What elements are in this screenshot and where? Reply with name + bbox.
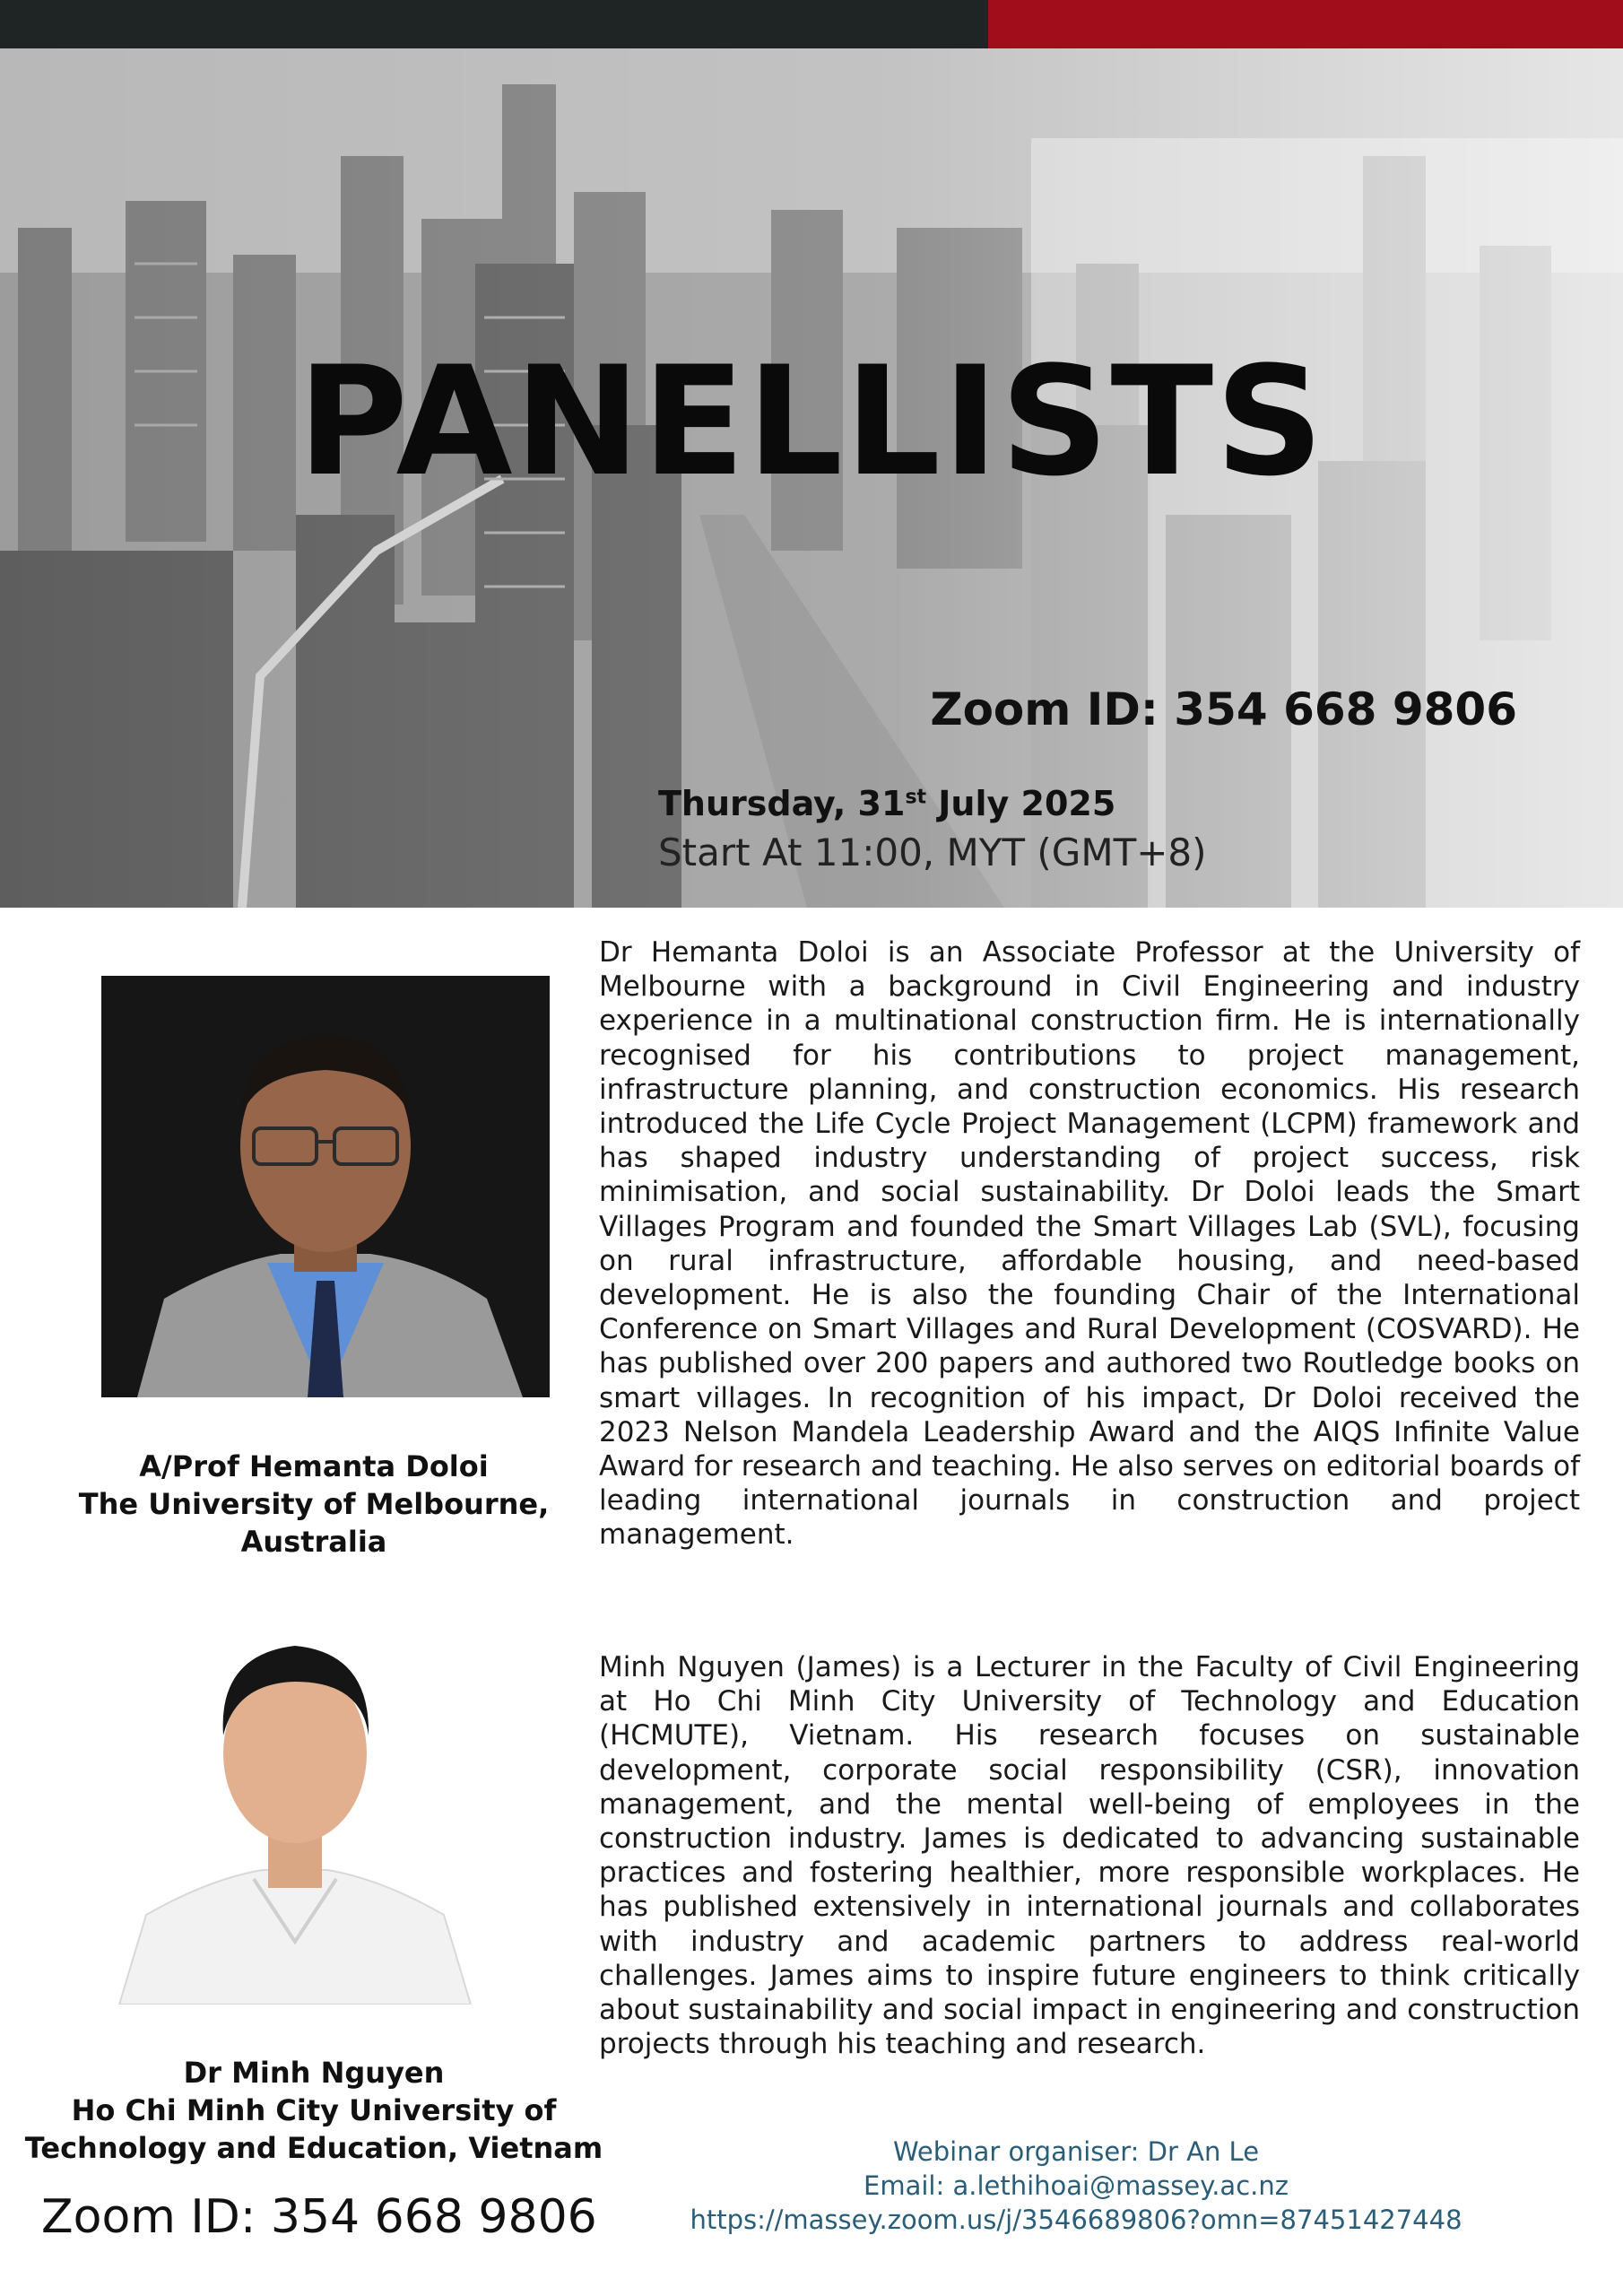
event-date-day: Thursday, 31 xyxy=(658,784,906,823)
zoom-link[interactable]: https://massey.zoom.us/j/3546689806?omn=87451427448 xyxy=(690,2205,1462,2235)
hero-banner xyxy=(0,48,1623,908)
event-date xyxy=(658,784,1115,823)
panellist-affiliation-line2: Australia xyxy=(240,1525,387,1559)
panellist-name: Dr Minh Nguyen xyxy=(183,2056,445,2090)
zoom-id-footer: Zoom ID: 354 668 9806 xyxy=(41,2190,597,2244)
panellist-name: A/Prof Hemanta Doloi xyxy=(139,1449,489,1483)
organiser-email[interactable]: Email: a.lethihoai@massey.ac.nz xyxy=(864,2170,1289,2201)
panellist-affiliation-line1: Ho Chi Minh City University of xyxy=(71,2093,557,2127)
panellist-caption-minh-nguyen xyxy=(9,2054,619,2167)
organiser-name: Webinar organiser: Dr An Le xyxy=(892,2136,1260,2167)
organiser-info xyxy=(628,2135,1524,2237)
event-date-ordinal: st xyxy=(905,786,927,809)
panellist-bio-hemanta-doloi: Dr Hemanta Doloi is an Associate Professor at the University of Melbourne with a background in Civil Engineering and industry experience in a multinational construction firm. He is internationally recognised for his contributions to project management, infrastructure planning, and construction economics. His research introduced the Life Cycle Project Management (LCPM) framework and has shaped industry understanding of project success, risk minimisation, and social sustainability. Dr Doloi leads the Smart Villages Program and founded the Smart Villages Lab (SVL), focusing on rural infrastructure, affordable housing, and need-based development. He is also the founding Chair of the International Conference on Smart Villages and Rural Development (COSVARD). He has published over 200 papers and authored two Routledge books on smart villages. In recognition of his impact, Dr Doloi received the 2023 Nelson Mandela Leadership Award and the AIQS Infinite Value Award for research and teaching. He also serves on editorial boards of leading international journals in construction and project management. xyxy=(599,936,1580,1552)
zoom-id-heading: Zoom ID: 354 668 9806 xyxy=(930,683,1517,735)
panellist-caption-hemanta-doloi xyxy=(36,1448,592,1561)
portrait-image xyxy=(101,976,550,1397)
top-bar-red xyxy=(988,0,1623,48)
panellist-photo-minh-nguyen xyxy=(101,1583,489,2005)
panellist-bio-minh-nguyen: Minh Nguyen (James) is a Lecturer in the Faculty of Civil Engineering at Ho Chi Minh City University of Technology and Education (HCMUTE), Vietnam. His research focuses on sustainable development, corporate social responsibility (CSR), innovation management, and the mental well-being of employees in the construction industry. James is dedicated to advancing sustainable practices and fostering healthier, more responsible workplaces. He has published extensively in international journals and collaborates with industry and academic partners to address real-world challenges. James aims to inspire future engineers to think critically about sustainability and social impact in engineering and construction projects through his teaching and research. xyxy=(599,1651,1580,2061)
event-start-time: Start At 11:00, MYT (GMT+8) xyxy=(658,831,1207,874)
panellist-photo-hemanta-doloi xyxy=(101,976,550,1397)
event-date-month: July 2025 xyxy=(926,784,1116,823)
panellist-affiliation-line2: Technology and Education, Vietnam xyxy=(24,2131,603,2165)
panellist-affiliation-line1: The University of Melbourne, xyxy=(78,1487,550,1521)
portrait-image xyxy=(101,1583,489,2005)
page-title: PANELLISTS xyxy=(297,334,1326,509)
top-bar-dark xyxy=(0,0,988,48)
